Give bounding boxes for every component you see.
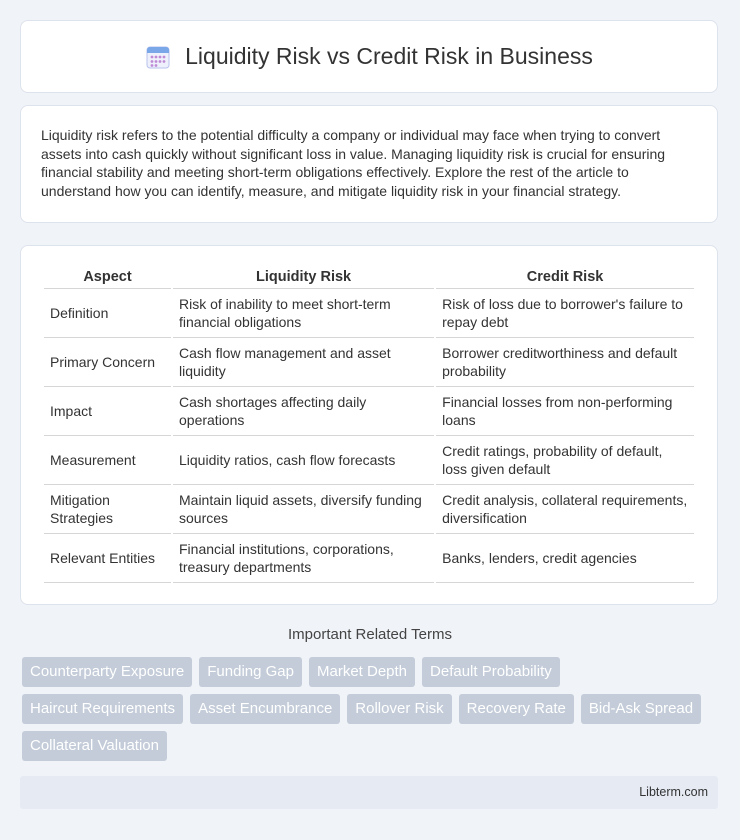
table-row <box>44 534 694 583</box>
comparison-table-card <box>20 245 718 605</box>
related-terms-title: Important Related Terms <box>288 626 452 643</box>
row-aspect: Measurement <box>44 436 171 485</box>
related-term-tag[interactable]: Haircut Requirements <box>22 694 183 724</box>
table-row <box>44 387 694 436</box>
related-term-tag[interactable]: Asset Encumbrance <box>190 694 340 724</box>
row-liquidity: Risk of inability to meet short-term financial obligations <box>173 289 434 338</box>
related-term-tag[interactable]: Funding Gap <box>199 657 302 687</box>
related-term-tag[interactable]: Bid-Ask Spread <box>581 694 701 724</box>
table-row <box>44 436 694 485</box>
related-term-tag[interactable]: Counterparty Exposure <box>22 657 192 687</box>
row-liquidity: Cash shortages affecting daily operations <box>173 387 434 436</box>
row-aspect: Relevant Entities <box>44 534 171 583</box>
table-row <box>44 338 694 387</box>
row-credit: Credit ratings, probability of default, loss given default <box>436 436 694 485</box>
intro-text: Liquidity risk refers to the potential difficulty a company or individual may face when trying to convert assets into cash quickly without significant loss in value. Managing liquidity risk is crucial for ensuring financial stability and meeting short-term obligations effectively. Explore the rest of the article to understand how you can identify, measure, and mitigate liquidity risk in your financial strategy. <box>41 127 666 199</box>
intro-card <box>20 105 718 223</box>
row-credit: Banks, lenders, credit agencies <box>436 534 694 583</box>
row-liquidity: Liquidity ratios, cash flow forecasts <box>173 436 434 485</box>
row-aspect: Mitigation Strategies <box>44 485 171 534</box>
header-credit-risk: Credit Risk <box>436 266 694 289</box>
related-term-tag[interactable]: Collateral Valuation <box>22 731 167 761</box>
row-liquidity: Financial institutions, corporations, treasury departments <box>173 534 434 583</box>
row-credit: Borrower creditworthiness and default probability <box>436 338 694 387</box>
row-aspect: Definition <box>44 289 171 338</box>
table-row <box>44 289 694 338</box>
related-term-tag[interactable]: Recovery Rate <box>459 694 574 724</box>
table-header-row <box>44 266 694 289</box>
comparison-table <box>42 266 696 583</box>
title-wrap <box>145 43 593 70</box>
page-title: Liquidity Risk vs Credit Risk in Business <box>185 43 593 69</box>
footer-site-link[interactable]: Libterm.com <box>639 785 708 799</box>
row-aspect: Impact <box>44 387 171 436</box>
footer <box>20 776 718 809</box>
row-liquidity: Cash flow management and asset liquidity <box>173 338 434 387</box>
row-aspect: Primary Concern <box>44 338 171 387</box>
header-aspect: Aspect <box>44 266 171 289</box>
header-liquidity-risk: Liquidity Risk <box>173 266 434 289</box>
related-term-tag[interactable]: Default Probability <box>422 657 560 687</box>
related-terms-list <box>22 657 718 761</box>
row-credit: Financial losses from non-performing loans <box>436 387 694 436</box>
row-credit: Risk of loss due to borrower's failure to repay debt <box>436 289 694 338</box>
calendar-icon <box>145 44 171 70</box>
related-term-tag[interactable]: Rollover Risk <box>347 694 451 724</box>
row-liquidity: Maintain liquid assets, diversify funding sources <box>173 485 434 534</box>
row-credit: Credit analysis, collateral requirements, diversification <box>436 485 694 534</box>
header-card <box>20 20 718 93</box>
table-row <box>44 485 694 534</box>
related-term-tag[interactable]: Market Depth <box>309 657 415 687</box>
